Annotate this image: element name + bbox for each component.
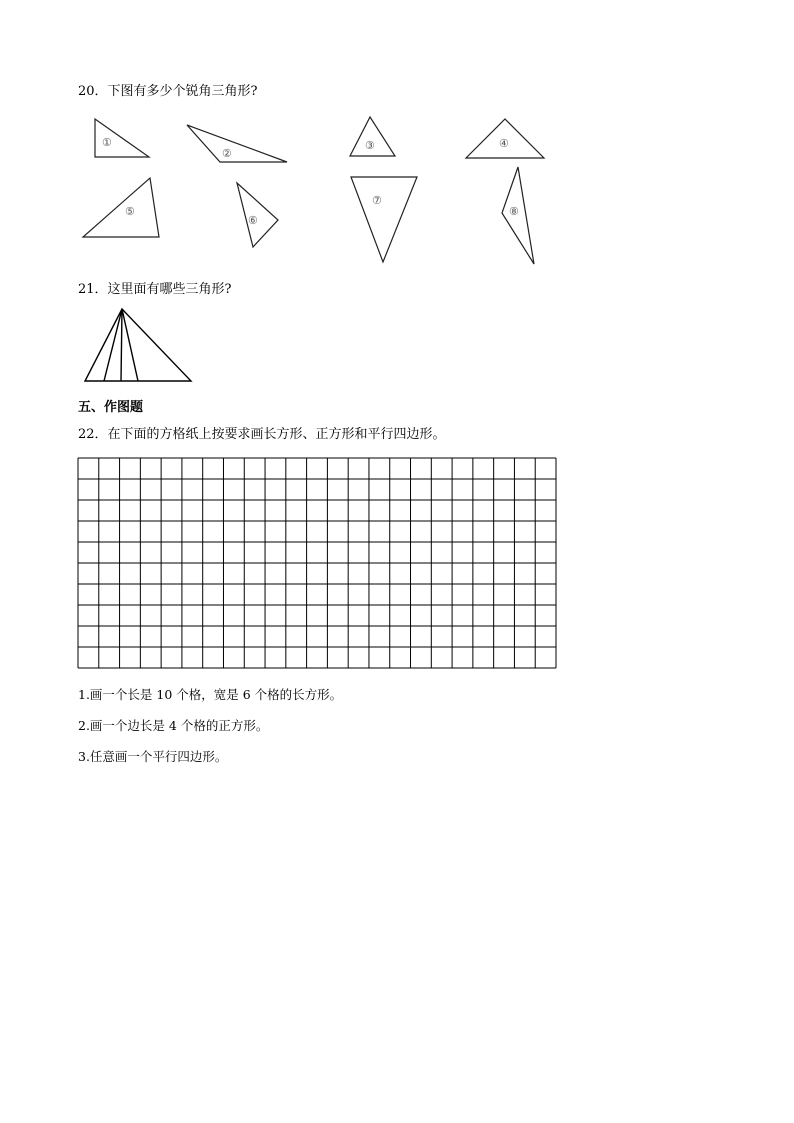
triangle-6 (237, 183, 278, 247)
task-1: 1.画一个长是 10 个格，宽是 6 个格的长方形。 (78, 687, 343, 702)
question-22: 22．在下面的方格纸上按要求画长方形、正方形和平行四边形。 (78, 427, 446, 442)
triangle-label-1: ① (102, 136, 112, 149)
triangle-7 (351, 177, 417, 262)
fan-triangle-figure (85, 309, 191, 381)
question-20: 20．下图有多少个锐角三角形? (78, 84, 258, 99)
triangle-5 (83, 178, 159, 237)
triangle-label-5: ⑤ (125, 205, 135, 218)
triangle-label-8: ⑧ (509, 205, 519, 218)
triangle-label-4: ④ (499, 137, 509, 150)
grid-paper[interactable] (78, 458, 556, 668)
triangle-label-7: ⑦ (372, 194, 382, 207)
question-21: 21．这里面有哪些三角形? (78, 282, 232, 297)
triangle-4 (466, 119, 544, 158)
task-3: 3.任意画一个平行四边形。 (78, 749, 228, 764)
triangle-label-2: ② (222, 147, 232, 160)
section-title: 五、作图题 (78, 400, 144, 415)
triangle-label-3: ③ (365, 139, 375, 152)
task-2: 2.画一个边长是 4 个格的正方形。 (78, 718, 269, 733)
triangle-8 (502, 167, 534, 264)
triangle-label-6: ⑥ (248, 214, 258, 227)
triangle-3 (350, 117, 395, 156)
triangle-1 (95, 119, 149, 157)
triangle-2 (187, 125, 287, 162)
